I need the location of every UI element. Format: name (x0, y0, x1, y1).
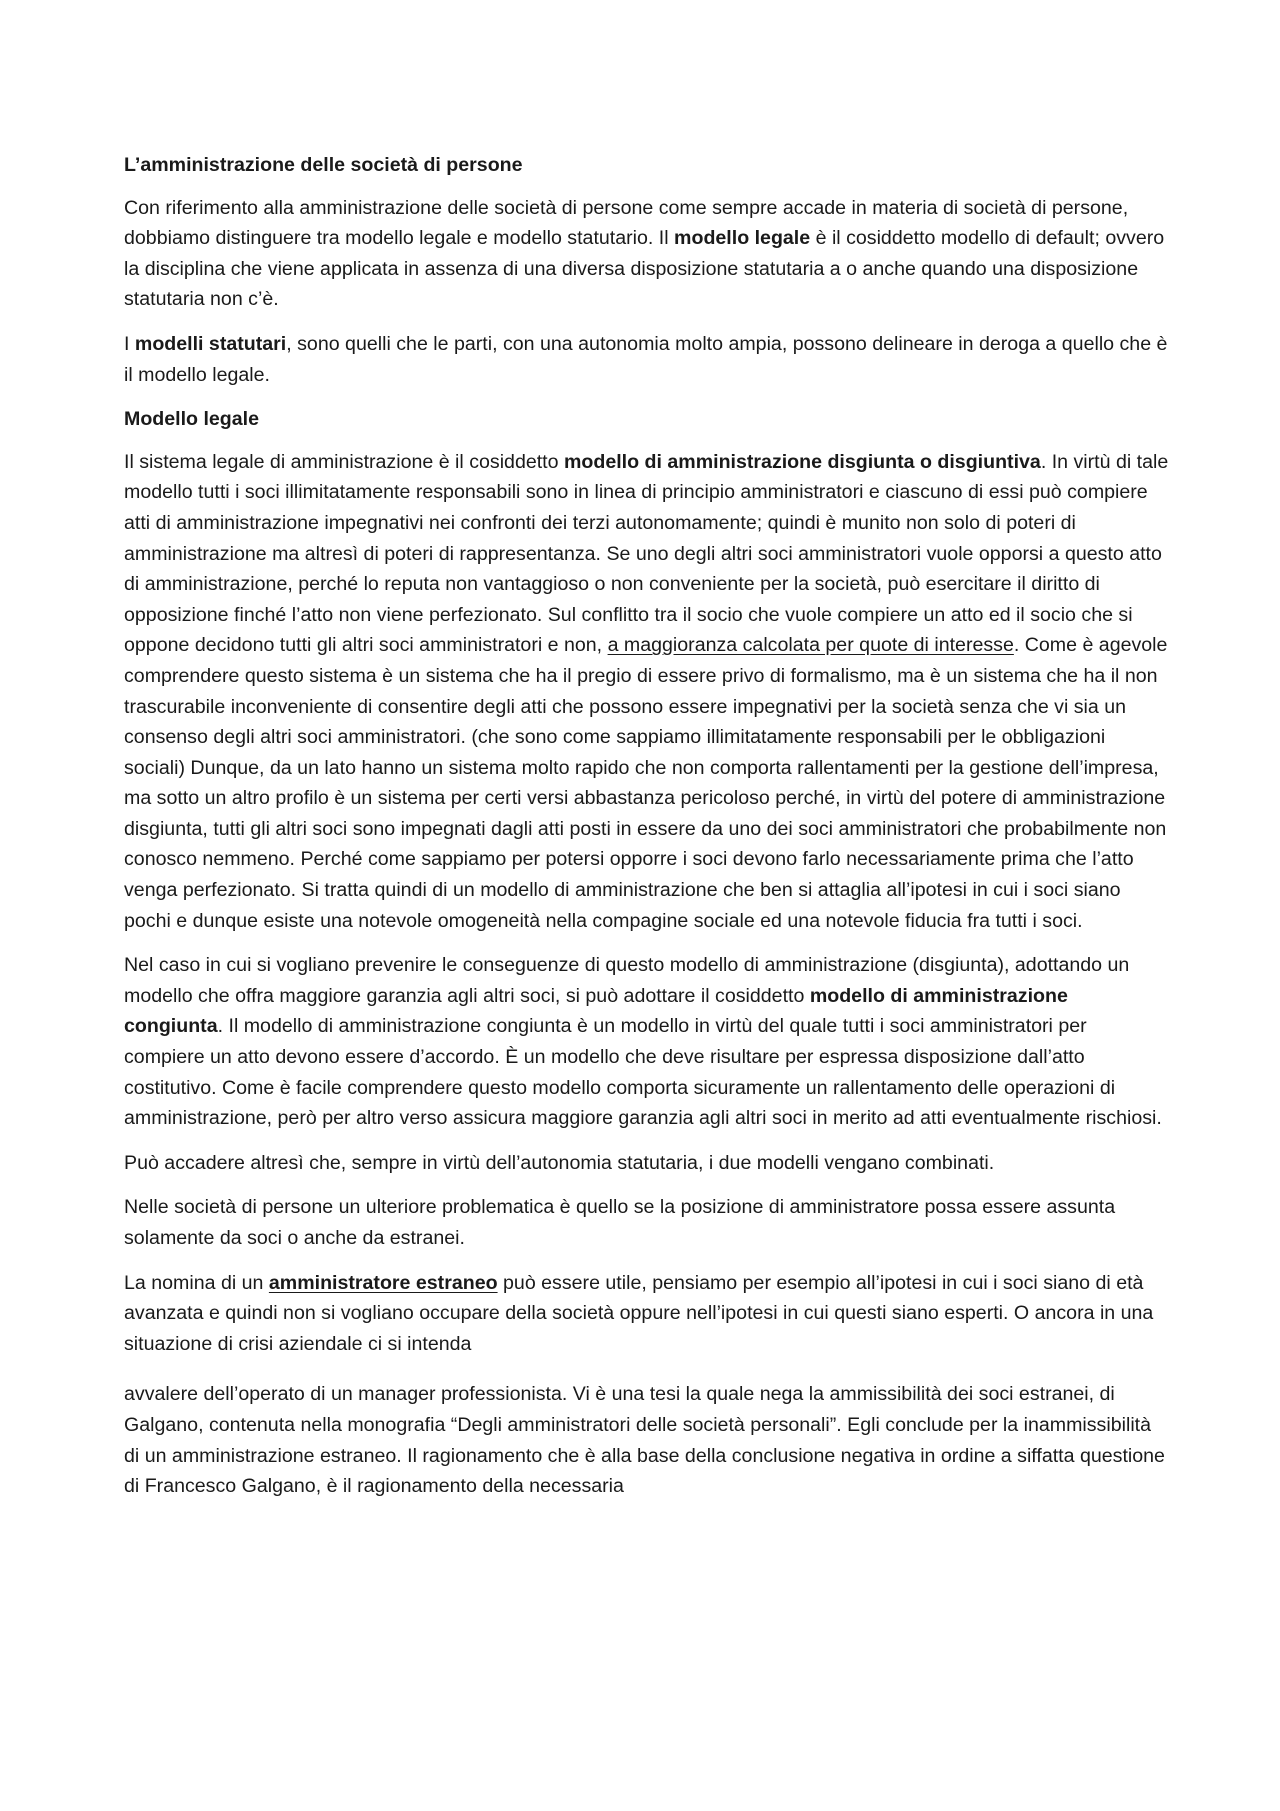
bold-term-amministrazione-congiunta: modello di amministrazione congiunta (124, 984, 1068, 1038)
paragraph-galgano (124, 1379, 1170, 1501)
text-run: Il sistema legale di amministrazione è il cosiddetto (124, 450, 564, 473)
paragraph-soci-o-estranei (124, 1192, 1170, 1253)
text-run: , sono quelli che le parti, con una autonomia molto ampia, possono delineare in deroga a quello che è il modello legale. (124, 332, 1168, 386)
underlined-maggioranza: a maggioranza calcolata per quote di interesse (607, 634, 1014, 657)
text-run: I (124, 332, 135, 355)
underline-amministratore-estraneo: amministratore estraneo (268, 1271, 498, 1294)
text-run: . Come è agevole comprendere questo sistema è un sistema che ha il pregio di essere privo di formalismo, ma è un sistema che ha il non trascurabile inconveniente di consentire degli atti che possono essere impegnativi per la società senza che vi sia un consenso degli altri soci amministratori. (che sono come sappiamo illimitatamente responsabili per le obbligazioni sociali) Dunque, da un lato hanno un sistema molto rapido che non comporta rallentamenti per la gestione dell’impresa, ma sotto un altro profilo è un sistema per certi versi abbastanza pericoloso perché, in virtù del potere di amministrazione disgiunta, tutti gli altri soci sono impegnati dagli atti posti in essere da uno dei soci amministratori che probabilmente non conosco nemmeno. Perché come sappiamo per potersi opporre i soci devono farlo necessariamente prima che l’atto venga perfezionato. Si tratta quindi di un modello di amministrazione che ben si attaglia all’ipotesi in cui i soci siano pochi e dunque esiste una notevole omogeneità nella compagine sociale ed una notevole fiducia fra tutti i soci. (124, 634, 1168, 932)
paragraph-amministratore-estraneo (124, 1268, 1170, 1360)
bold-term-modelli-statutari: modelli statutari (134, 332, 287, 355)
text-run: Può accadere altresì che, sempre in virtù dell’autonomia statutaria, i due modelli vengano combinati. (124, 1151, 995, 1174)
document-title (124, 150, 1170, 181)
paragraph-amministrazione-disgiunta (124, 447, 1170, 937)
paragraph-modello-intro (124, 193, 1170, 315)
text-run: è il cosiddetto modello di default; ovvero la disciplina che viene applicata in assenza di una diversa disposizione statutaria a o anche quando una disposizione statutaria non c’è. (124, 227, 1165, 311)
paragraph-amministrazione-congiunta (124, 950, 1170, 1134)
paragraph-modelli-statutari (124, 329, 1170, 390)
text-run: Nelle società di persone un ulteriore problematica è quello se la posizione di amministratore possa essere assunta solamente da soci o anche da estranei. (124, 1196, 1116, 1249)
text-run: . In virtù di tale modello tutti i soci illimitatamente responsabili sono in linea di principio amministratori e ciascuno di essi può compiere atti di amministrazione impegnativi nei confronti dei terzi autonomamente; quindi è munito non solo di poteri di amministrazione ma altresì di poteri di rappresentanza. Se uno degli altri soci amministratori vuole opporsi a questo atto di amministrazione, perché lo reputa non vantaggioso o non conveniente per la società, può esercitare il diritto di opposizione finché l’atto non viene perfezionato. Sul conflitto tra il socio che vuole compiere un atto ed il socio che si oppone decidono tutti gli altri soci amministratori e non, (124, 450, 1169, 657)
title-text: L’amministrazione delle società di persone (124, 154, 523, 176)
text-run: Con riferimento alla amministrazione delle società di persone come sempre accade in materia di società di persone, dobbiamo distinguere tra modello legale e modello statutario. Il (124, 196, 1129, 250)
text-run: La nomina di un (124, 1271, 269, 1294)
bold-underlined-amministratore-estraneo (269, 1272, 498, 1294)
section-heading-modello-legale (124, 404, 1170, 435)
text-run: avvalere dell’operato di un manager professionista. Vi è una tesi la quale nega la ammissibilità dei soci estranei, di Galgano, contenuta nella monografia “Degli amministratori delle società personali”. Egli conclude per la inammissibilità di un amministrazione estraneo. Il ragionamento che è alla base della conclusione negativa in ordine a siffatta questione di Francesco Galgano, è il ragionamento della necessaria (124, 1383, 1165, 1498)
paragraph-modelli-combinati (124, 1148, 1170, 1179)
text-run: Nel caso in cui si vogliano prevenire le conseguenze di questo modello di amministrazione (disgiunta), adottando un modello che offra maggiore garanzia agli altri soci, si può adottare il cosiddetto (124, 954, 1130, 1007)
heading-text: Modello legale (124, 408, 260, 431)
text-run: può essere utile, pensiamo per esempio all’ipotesi in cui i soci siano di età avanzata e quindi non si vogliano occupare della società oppure nell’ipotesi in cui questi siano esperti. O ancora in una situazione di crisi aziendale ci si intenda (124, 1271, 1154, 1355)
text-run: . Il modello di amministrazione congiunta è un modello in virtù del quale tutti i soci amministratori per compiere un atto devono essere d’accordo. È un modello che deve risultare per espressa disposizione dall’atto costitutivo. Come è facile comprendere questo modello comporta sicuramente un rallentamento delle operazioni di amministrazione, però per altro verso assicura maggiore garanzia agli altri soci in merito ad atti eventualmente rischiosi. (124, 1015, 1162, 1130)
document-page (124, 150, 1170, 1516)
bold-term-amministrazione-disgiunta: modello di amministrazione disgiunta o disgiuntiva (563, 450, 1041, 473)
bold-term-modello-legale: modello legale (674, 227, 811, 250)
